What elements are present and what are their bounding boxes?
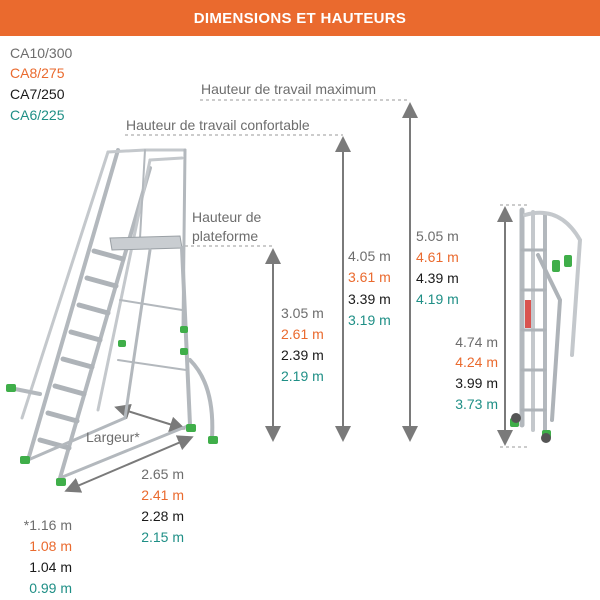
platform-height-ca6: 2.19 m bbox=[281, 368, 324, 384]
length-ca7: 2.28 m bbox=[141, 508, 184, 524]
ladder-folded-illustration bbox=[510, 210, 580, 443]
platform-height-ca8: 2.61 m bbox=[281, 326, 324, 342]
platform-height-label-line1: Hauteur de bbox=[192, 209, 262, 225]
width-ca7: 1.04 m bbox=[29, 559, 72, 575]
platform-height-ca10: 3.05 m bbox=[281, 305, 324, 321]
folded-height-ca6: 3.73 m bbox=[455, 396, 498, 412]
length-ca10: 2.65 m bbox=[141, 466, 184, 482]
comfort-height-ca7: 3.39 m bbox=[348, 291, 391, 307]
platform-height-ca7: 2.39 m bbox=[281, 347, 324, 363]
model-legend-ca8: CA8/275 bbox=[10, 65, 65, 81]
comfort-height-ca6: 3.19 m bbox=[348, 312, 391, 328]
comfort-work-height-label: Hauteur de travail confortable bbox=[126, 117, 310, 133]
folded-height-ca7: 3.99 m bbox=[455, 375, 498, 391]
width-label: Largeur* bbox=[86, 429, 140, 445]
comfort-height-ca10: 4.05 m bbox=[348, 248, 391, 264]
model-legend-ca6: CA6/225 bbox=[10, 107, 65, 123]
length-ca8: 2.41 m bbox=[141, 487, 184, 503]
max-height-ca8: 4.61 m bbox=[416, 249, 459, 265]
comfort-height-ca8: 3.61 m bbox=[348, 269, 391, 285]
platform-height-label-line2: plateforme bbox=[192, 228, 259, 244]
length-ca6: 2.15 m bbox=[141, 529, 184, 545]
max-height-ca7: 4.39 m bbox=[416, 270, 459, 286]
folded-height-ca10: 4.74 m bbox=[455, 334, 498, 350]
width-ca8: 1.08 m bbox=[29, 538, 72, 554]
model-legend-ca7: CA7/250 bbox=[10, 86, 65, 102]
max-height-ca10: 5.05 m bbox=[416, 228, 459, 244]
model-legend-ca10: CA10/300 bbox=[10, 45, 73, 61]
page-title: DIMENSIONS ET HAUTEURS bbox=[193, 9, 407, 27]
folded-height-ca8: 4.24 m bbox=[455, 354, 498, 370]
width-arrow bbox=[118, 408, 182, 428]
max-height-ca6: 4.19 m bbox=[416, 291, 459, 307]
width-ca10: *1.16 m bbox=[23, 517, 72, 533]
max-work-height-label: Hauteur de travail maximum bbox=[201, 81, 377, 97]
width-ca6: 0.99 m bbox=[29, 580, 72, 596]
